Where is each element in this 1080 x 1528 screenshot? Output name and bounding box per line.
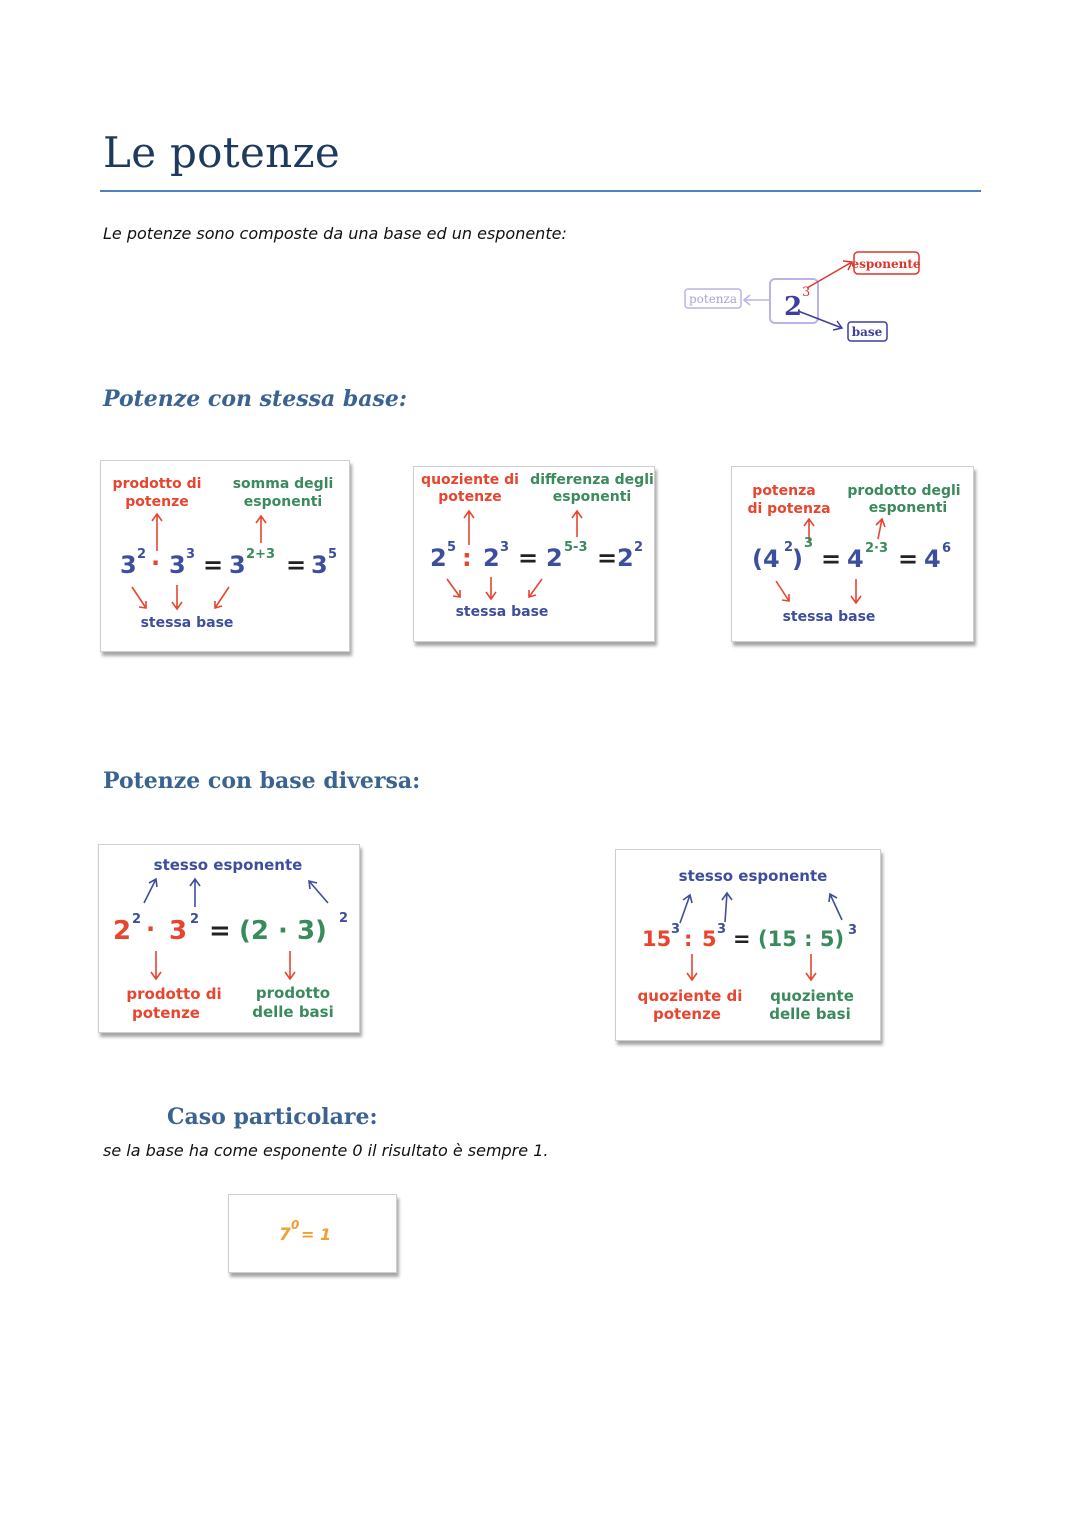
- term-base: 2: [430, 544, 447, 572]
- term-base: 2: [483, 544, 500, 572]
- label-sum-exponents-2: esponenti: [243, 494, 323, 510]
- section-heading-different-base: Potenze con base diversa:: [103, 768, 421, 794]
- equals: =: [597, 544, 618, 572]
- arrow-down: [776, 581, 789, 601]
- label-same-base: stessa base: [455, 604, 549, 620]
- arrow-down: [806, 954, 816, 980]
- label-product-of-powers-2: potenze: [125, 494, 189, 510]
- term-exp: 3: [500, 540, 510, 555]
- term-exp: 2·3: [865, 541, 889, 556]
- term-exp: 2: [634, 540, 644, 555]
- term-exp: 2: [132, 912, 142, 927]
- title-divider: [100, 190, 981, 192]
- term-rhs: (15 : 5): [758, 927, 845, 951]
- term-base: 2: [113, 916, 132, 946]
- zero-rule-exp: 0: [291, 1218, 300, 1232]
- term-exp: 3: [717, 922, 727, 937]
- arrow-down: [529, 579, 542, 597]
- base-label: base: [851, 325, 883, 339]
- potenza-arrow: [744, 295, 770, 305]
- term-open: (4: [752, 545, 780, 573]
- label-product-of-powers-1: prodotto di: [126, 985, 222, 1003]
- rule-card-zero-exponent: [228, 1194, 397, 1273]
- base-exponent-diagram: [680, 248, 930, 348]
- label-quotient-of-powers-2: potenze: [438, 489, 502, 505]
- term-exp: 3: [848, 923, 858, 938]
- rule-card-product: [100, 460, 350, 652]
- label-product-exponents-1: prodotto degli: [847, 483, 961, 499]
- operator: :: [684, 927, 693, 951]
- arrow-up: [722, 893, 732, 922]
- arrow-up: [144, 879, 157, 903]
- term-base: 5: [702, 927, 717, 951]
- rule-card-diff-base-product: [98, 844, 360, 1033]
- rule-card-quotient: [413, 466, 655, 642]
- exponent-digit: 3: [802, 285, 811, 300]
- arrow-up: [572, 511, 582, 537]
- term-base: 3: [311, 551, 328, 579]
- label-product-bases-1: prodotto: [255, 984, 331, 1002]
- term-exp: 2: [137, 547, 147, 562]
- arrow-up: [309, 881, 328, 903]
- term-base: 3: [169, 916, 188, 946]
- rule-card-diff-base-quotient: [615, 849, 881, 1041]
- term-base: 2: [546, 544, 563, 572]
- term-exp: 5: [447, 540, 457, 555]
- arrow-up: [152, 514, 162, 551]
- label-quotient-bases-2: delle basi: [769, 1005, 851, 1023]
- arrow-down: [687, 954, 697, 980]
- term-base: 4: [924, 545, 941, 573]
- label-product-exponents-2: esponenti: [868, 500, 948, 516]
- term-exp: 2+3: [246, 547, 275, 562]
- arrow-down: [486, 577, 496, 599]
- label-power-of-power-2: di potenza: [747, 501, 831, 517]
- section-heading-same-base: Potenze con stessa base:: [103, 386, 408, 412]
- equals: =: [286, 551, 307, 579]
- term-exp: 5: [328, 547, 338, 562]
- base-digit: 2: [784, 292, 803, 322]
- label-same-base: stessa base: [782, 609, 876, 625]
- label-same-exponent: stesso esponente: [678, 867, 828, 885]
- rule-card-power-of-power: [731, 466, 974, 642]
- zero-rule-result: = 1: [301, 1225, 332, 1244]
- particular-case-text: se la base ha come esponente 0 il risultato è sempre 1.: [103, 1141, 549, 1160]
- arrow-up: [876, 519, 885, 539]
- label-quotient-of-powers-2: potenze: [653, 1005, 721, 1023]
- operator: ·: [151, 549, 161, 577]
- label-power-of-power-1: potenza: [752, 483, 816, 499]
- esponente-label: esponente: [851, 257, 921, 271]
- term-exp: 5-3: [564, 540, 588, 555]
- page-title: Le potenze: [103, 128, 341, 177]
- operator: ·: [146, 915, 156, 943]
- label-product-of-powers-1: prodotto di: [112, 476, 202, 492]
- term-exp: 2: [190, 912, 200, 927]
- label-quotient-of-powers-1: quoziente di: [637, 987, 743, 1005]
- equals: =: [203, 551, 224, 579]
- term-exp-inner: 2: [784, 540, 794, 555]
- label-product-bases-2: delle basi: [252, 1003, 334, 1021]
- term-base: 3: [229, 551, 246, 579]
- arrow-up: [256, 516, 266, 543]
- term-base: 15: [642, 927, 672, 951]
- arrow-up: [680, 895, 692, 923]
- term-base: 3: [169, 551, 186, 579]
- term-exp-outer: 3: [804, 536, 814, 551]
- equals: =: [518, 544, 539, 572]
- arrow-up: [829, 894, 842, 920]
- arrow-down: [851, 579, 861, 603]
- term-exp: 2: [339, 911, 349, 926]
- equals: =: [209, 916, 231, 946]
- label-same-base: stessa base: [140, 615, 234, 631]
- arrow-down: [151, 951, 161, 979]
- term-base: 3: [120, 551, 137, 579]
- intro-text: Le potenze sono composte da una base ed un esponente:: [103, 224, 567, 243]
- arrow-down: [215, 587, 229, 608]
- arrow-down: [285, 951, 295, 979]
- section-heading-particular-case: Caso particolare:: [167, 1104, 378, 1130]
- equals: =: [898, 545, 919, 573]
- term-exp: 6: [942, 541, 952, 556]
- equals: =: [821, 545, 842, 573]
- label-sum-exponents-1: somma degli: [232, 476, 334, 492]
- arrow-down: [447, 579, 460, 597]
- arrow-up: [190, 879, 200, 907]
- term-base: 2: [617, 544, 634, 572]
- term-base: 4: [847, 545, 864, 573]
- label-quotient-bases-1: quoziente: [770, 987, 854, 1005]
- arrow-down: [132, 587, 146, 608]
- label-diff-exponents-1: differenza degli: [530, 472, 654, 488]
- operator: :: [462, 544, 472, 572]
- equals: =: [733, 927, 751, 951]
- label-product-of-powers-2: potenze: [132, 1004, 200, 1022]
- term-rhs: (2 · 3): [239, 916, 327, 946]
- label-quotient-of-powers-1: quoziente di: [421, 472, 519, 488]
- label-same-exponent: stesso esponente: [153, 856, 303, 874]
- zero-rule-base: 7: [279, 1225, 291, 1245]
- exponent-arrow: [807, 261, 852, 288]
- term-close: ): [792, 545, 803, 573]
- arrow-down: [172, 585, 182, 609]
- term-exp: 3: [186, 547, 196, 562]
- arrow-up: [464, 511, 474, 545]
- potenza-label: potenza: [688, 292, 738, 306]
- term-exp: 3: [671, 922, 681, 937]
- label-diff-exponents-2: esponenti: [552, 489, 632, 505]
